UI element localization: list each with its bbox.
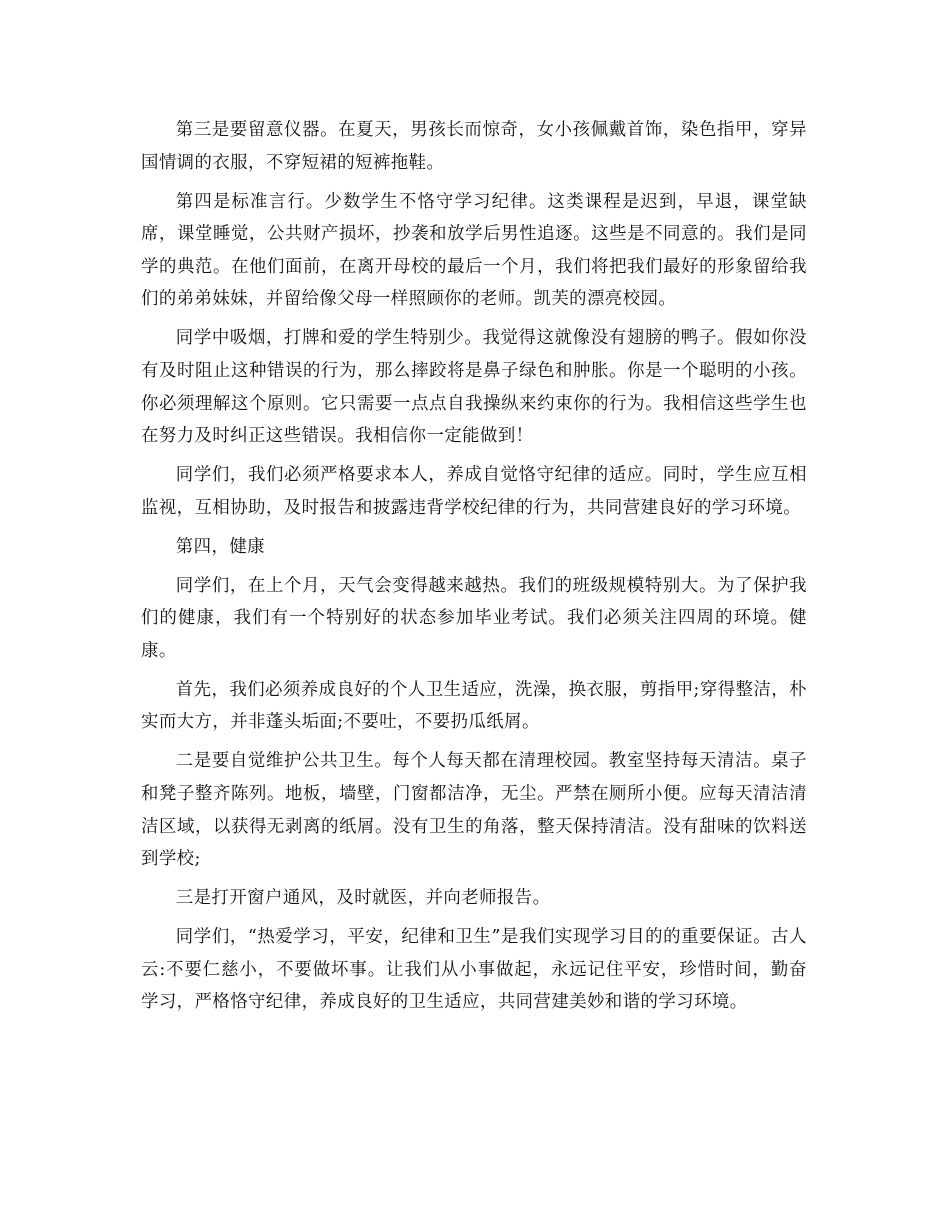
paragraph-appearance: 第三是要留意仪器。在夏天，男孩长而惊奇，女小孩佩戴首饰，染色指甲，穿异国情调的衣服，不穿短裙的短裤拖鞋。 <box>141 120 807 173</box>
paragraph-personal-hygiene: 首先，我们必须养成良好的个人卫生适应，洗澡，换衣服，剪指甲;穿得整洁，朴实而大方，并非蓬头垢面;不要吐，不要扔瓜纸屑。 <box>141 679 807 733</box>
paragraph-health-intro: 同学们，在上个月，天气会变得越来越热。我们的班级规模特别大。为了保护我们的健康，我们有一个特别好的状态参加毕业考试。我们必须关注四周的环境。健康。 <box>141 575 807 661</box>
paragraph-conclusion: 同学们，“热爱学习，平安，纪律和卫生”是我们实现学习目的的重要保证。古人云:不要仁慈小，不要做坏事。让我们从小事做起，永远记住平安，珍惜时间，勤奋学习，严格恪守纪律，养成良好的卫生适应，共同营建美妙和谐的学习环境。 <box>141 927 807 1013</box>
paragraph-conduct: 第四是标准言行。少数学生不恪守学习纪律。这类课程是迟到，早退，课堂缺席，课堂睡觉，公共财产损坏，抄袭和放学后男性追逐。这些是不同意的。我们是同学的典范。在他们面前，在离开母校的最后一个月，我们将把我们最好的形象留给我们的弟弟妹妹，并留给像父母一样照顾你的老师。凯芙的漂亮校园。 <box>141 191 807 310</box>
paragraph-public-hygiene: 二是要自觉维护公共卫生。每个人每天都在清理校园。教室坚持每天清洁。桌子和凳子整齐陈列。地板，墙壁，门窗都洁净，无尘。严禁在厕所小便。应每天清洁清洁区域，以获得无剥离的纸屑。没有卫生的角落，整天保持清洁。没有甜味的饮料送到学校; <box>141 751 807 870</box>
document-body <box>141 114 807 1025</box>
paragraph-ventilation: 三是打开窗户通风，及时就医，并向老师报告。 <box>175 888 551 909</box>
paragraph-bad-habits: 同学中吸烟，打牌和爱的学生特别少。我觉得这就像没有翅膀的鸭子。假如你没有及时阻止这种错误的行为，那么摔跤将是鼻子绿色和肿胀。你是一个聪明的小孩。你必须理解这个原则。它只需要一点点自我操纵来约束你的行为。我相信这些学生也在努力及时纠正这些错误。我相信你一定能做到！ <box>141 328 807 447</box>
paragraph-discipline: 同学们，我们必须严格要求本人，养成自觉恪守纪律的适应。同时，学生应互相监视，互相协助，及时报告和披露违背学校纪律的行为，共同营建良好的学习环境。 <box>141 465 807 518</box>
section-heading-health: 第四，健康 <box>175 536 266 557</box>
